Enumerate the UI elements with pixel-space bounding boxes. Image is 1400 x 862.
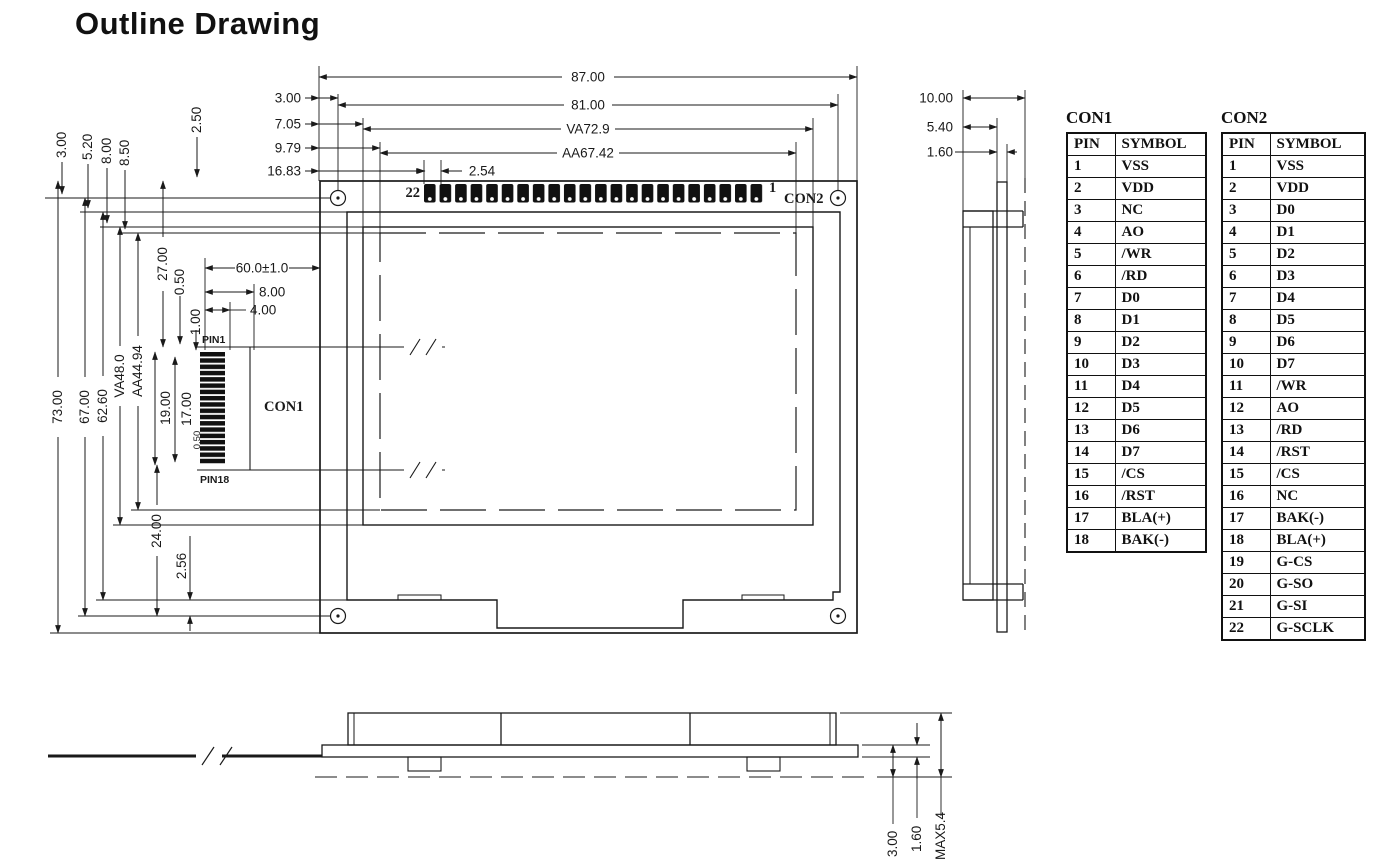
side-pcb <box>997 182 1007 632</box>
pin1-label: 1 <box>769 180 777 196</box>
dim-con1-pin-span: 17.00 <box>179 392 194 426</box>
table-row <box>1222 508 1365 530</box>
module-outline <box>347 212 840 628</box>
table-row <box>1222 398 1365 420</box>
dim-pad-height: 2.50 <box>189 106 204 133</box>
top-connector-pads <box>424 184 766 205</box>
pin-cell: 22 <box>1222 618 1270 641</box>
con2-table-title: CON2 <box>1221 108 1268 127</box>
pin-cell: 14 <box>1222 442 1270 464</box>
symbol-cell: D1 <box>1270 222 1365 244</box>
table-row <box>1067 244 1206 266</box>
pin-cell: 13 <box>1222 420 1270 442</box>
symbol-cell: D7 <box>1270 354 1365 376</box>
table-row <box>1222 420 1365 442</box>
dim-module-thickness: 5.40 <box>926 119 953 135</box>
pin-cell: 20 <box>1222 574 1270 596</box>
pin-cell: 17 <box>1067 508 1115 530</box>
symbol-cell: D6 <box>1270 332 1365 354</box>
dim-hole-spacing-h: 81.00 <box>571 97 605 113</box>
pin-cell: 11 <box>1222 376 1270 398</box>
front-extension-lines <box>45 66 857 633</box>
symbol-cell: D5 <box>1270 310 1365 332</box>
front-dimension-labels <box>50 70 823 580</box>
pin-cell: 12 <box>1222 398 1270 420</box>
pin-cell: 15 <box>1222 464 1270 486</box>
dim-bottom-pcb-thickness: 1.60 <box>909 825 924 852</box>
pin-cell: 17 <box>1222 508 1270 530</box>
table-row <box>1222 486 1365 508</box>
con1-label: CON1 <box>264 399 304 415</box>
bottom-foot-right <box>747 757 780 771</box>
bottom-tab-left <box>398 595 441 600</box>
symbol-cell: D6 <box>1115 420 1206 442</box>
bottom-module <box>348 713 836 745</box>
table-row <box>1222 530 1365 552</box>
con1-pin-table <box>1066 108 1207 553</box>
dim-con1-offset: 1.00 <box>188 308 203 336</box>
symbol-cell: D2 <box>1115 332 1206 354</box>
pin-cell: 6 <box>1067 266 1115 288</box>
con1-detail <box>197 339 445 478</box>
pcb-outline <box>320 181 857 633</box>
dim-aa-width: AA67.42 <box>562 145 614 161</box>
symbol-cell: /RD <box>1115 266 1206 288</box>
symbol-cell: VDD <box>1115 178 1206 200</box>
pin-cell: 4 <box>1222 222 1270 244</box>
dim-va-height: VA48.0 <box>112 354 127 398</box>
bottom-view <box>48 713 952 860</box>
dim-hole-spacing-v: 67.00 <box>77 390 92 424</box>
table-row <box>1067 310 1206 332</box>
dim-fpc-length: 60.0±1.0 <box>235 260 289 276</box>
dim-va-width: VA72.9 <box>566 121 610 137</box>
table-row <box>1067 442 1206 464</box>
pin-cell: 14 <box>1067 442 1115 464</box>
dim-top-offset-module: 5.20 <box>80 133 95 160</box>
table-header-row <box>1067 133 1206 156</box>
table-row <box>1067 156 1206 178</box>
symbol-cell: D3 <box>1115 354 1206 376</box>
table-row <box>1222 596 1365 618</box>
symbol-cell: /CS <box>1270 464 1365 486</box>
pin-cell: 1 <box>1222 156 1270 178</box>
symbol-cell: D2 <box>1270 244 1365 266</box>
dim-top-offset-va: 8.00 <box>99 137 114 164</box>
symbol-cell: /CS <box>1115 464 1206 486</box>
table-row <box>1222 244 1365 266</box>
table-row <box>1067 200 1206 222</box>
table-row <box>1222 310 1365 332</box>
pin-cell: 9 <box>1067 332 1115 354</box>
dim-module-height: 62.60 <box>95 389 110 423</box>
symbol-cell: VDD <box>1270 178 1365 200</box>
dim-con1-length: 19.00 <box>158 391 173 425</box>
dim-edge-to-va: 7.05 <box>274 116 301 132</box>
pin-cell: 11 <box>1067 376 1115 398</box>
table-row <box>1222 266 1365 288</box>
dim-pad-pitch: 2.54 <box>468 163 496 179</box>
pin-cell: 19 <box>1222 552 1270 574</box>
symbol-cell: AO <box>1115 222 1206 244</box>
table-row <box>1222 464 1365 486</box>
symbol-cell: /WR <box>1270 376 1365 398</box>
con1-table-title: CON1 <box>1066 108 1113 127</box>
dim-standoff: 3.00 <box>885 830 900 857</box>
pin-cell: 4 <box>1067 222 1115 244</box>
pin-cell: 8 <box>1067 310 1115 332</box>
mounting-holes <box>331 191 846 624</box>
pin22-label: 22 <box>405 185 420 201</box>
pin-cell: 3 <box>1222 200 1270 222</box>
pin-cell: 1 <box>1067 156 1115 178</box>
con2-label: CON2 <box>784 191 824 207</box>
symbol-cell: D0 <box>1115 288 1206 310</box>
dim-total-thickness: 10.00 <box>919 90 953 106</box>
con1-pin1-label: PIN1 <box>202 334 226 346</box>
table-row <box>1222 376 1365 398</box>
table-row <box>1067 464 1206 486</box>
symbol-cell: D1 <box>1115 310 1206 332</box>
table-row <box>1067 486 1206 508</box>
dim-pcb-thickness: 1.60 <box>926 144 953 160</box>
symbol-cell: D7 <box>1115 442 1206 464</box>
symbol-cell: BLA(+) <box>1270 530 1365 552</box>
pin-cell: 18 <box>1222 530 1270 552</box>
table-row <box>1222 288 1365 310</box>
table-row <box>1067 398 1206 420</box>
table-row <box>1222 552 1365 574</box>
table-row <box>1067 332 1206 354</box>
pin-cell: 7 <box>1067 288 1115 310</box>
bezel-outline <box>363 227 813 525</box>
symbol-cell: G-SO <box>1270 574 1365 596</box>
pin-cell: 10 <box>1067 354 1115 376</box>
side-view <box>919 90 1025 636</box>
symbol-cell: D4 <box>1115 376 1206 398</box>
table-row <box>1067 266 1206 288</box>
front-dimensions <box>58 77 857 633</box>
table-row <box>1067 420 1206 442</box>
dim-con1-to-bottom: 24.00 <box>149 514 164 548</box>
symbol-cell: SYMBOL <box>1270 133 1365 156</box>
table-row <box>1067 530 1206 553</box>
symbol-cell: G-CS <box>1270 552 1365 574</box>
table-row <box>1222 354 1365 376</box>
page-title: Outline Drawing <box>75 6 321 41</box>
pin-cell: PIN <box>1222 133 1270 156</box>
pin-cell: 9 <box>1222 332 1270 354</box>
table-row <box>1067 354 1206 376</box>
table-row <box>1222 222 1365 244</box>
pin-cell: 2 <box>1067 178 1115 200</box>
dim-aa-height: AA44.94 <box>130 345 145 397</box>
con2-pin-table <box>1221 108 1366 641</box>
pin-cell: 6 <box>1222 266 1270 288</box>
symbol-cell: VSS <box>1270 156 1365 178</box>
table-row <box>1222 178 1365 200</box>
dim-edge-to-hole: 3.00 <box>274 90 301 106</box>
dim-bottom-offset: 2.56 <box>174 552 189 580</box>
symbol-cell: /RST <box>1270 442 1365 464</box>
pin-cell: 8 <box>1222 310 1270 332</box>
symbol-cell: AO <box>1270 398 1365 420</box>
symbol-cell: NC <box>1115 200 1206 222</box>
bottom-pcb <box>322 745 858 757</box>
symbol-cell: D3 <box>1270 266 1365 288</box>
table-row <box>1222 156 1365 178</box>
pin-cell: 2 <box>1222 178 1270 200</box>
table-row <box>1222 574 1365 596</box>
side-module <box>963 211 993 600</box>
symbol-cell: G-SI <box>1270 596 1365 618</box>
pin-table <box>1066 132 1207 553</box>
pin-cell: 18 <box>1067 530 1115 553</box>
symbol-cell: BLA(+) <box>1115 508 1206 530</box>
dim-edge-to-aa: 9.79 <box>274 140 301 156</box>
symbol-cell: /RD <box>1270 420 1365 442</box>
pin-cell: 7 <box>1222 288 1270 310</box>
dim-con1-pin-pitch: 0.50 <box>192 430 203 450</box>
symbol-cell: VSS <box>1115 156 1206 178</box>
pin-cell: 5 <box>1067 244 1115 266</box>
pin-cell: 10 <box>1222 354 1270 376</box>
symbol-cell: D0 <box>1270 200 1365 222</box>
pin-cell: 13 <box>1067 420 1115 442</box>
dim-top-offset-aa: 8.50 <box>117 139 132 166</box>
pin-cell: 3 <box>1067 200 1115 222</box>
symbol-cell: NC <box>1270 486 1365 508</box>
dim-top-to-con1: 27.00 <box>155 247 170 281</box>
active-area-outline <box>380 233 796 510</box>
symbol-cell: BAK(-) <box>1270 508 1365 530</box>
symbol-cell: /RST <box>1115 486 1206 508</box>
table-row <box>1222 200 1365 222</box>
symbol-cell: BAK(-) <box>1115 530 1206 553</box>
dim-fpc-offset-b: 4.00 <box>250 302 277 318</box>
dim-max-height: MAX5.4 <box>933 811 948 860</box>
pin-table <box>1221 132 1366 641</box>
pin-cell: 12 <box>1067 398 1115 420</box>
table-row <box>1067 222 1206 244</box>
symbol-cell: /WR <box>1115 244 1206 266</box>
bottom-foot-left <box>408 757 441 771</box>
dim-edge-to-pads: 16.83 <box>267 163 301 179</box>
symbol-cell: SYMBOL <box>1115 133 1206 156</box>
dim-fpc-offset-a: 8.00 <box>259 284 286 300</box>
table-row <box>1067 508 1206 530</box>
pin-cell: 16 <box>1067 486 1115 508</box>
con1-pin18-label: PIN18 <box>200 474 230 486</box>
table-row <box>1222 332 1365 354</box>
table-row <box>1222 618 1365 641</box>
table-row <box>1222 442 1365 464</box>
dim-top-offset-hole: 3.00 <box>54 131 69 158</box>
dim-con1-gap: 0.50 <box>172 268 187 296</box>
pin-cell: 15 <box>1067 464 1115 486</box>
pin-cell: 21 <box>1222 596 1270 618</box>
symbol-cell: D4 <box>1270 288 1365 310</box>
table-row <box>1067 376 1206 398</box>
dim-overall-height: 73.00 <box>50 390 65 424</box>
pin-cell: 5 <box>1222 244 1270 266</box>
table-row <box>1067 178 1206 200</box>
pin-cell: PIN <box>1067 133 1115 156</box>
pin-cell: 16 <box>1222 486 1270 508</box>
table-row <box>1067 288 1206 310</box>
symbol-cell: G-SCLK <box>1270 618 1365 641</box>
table-header-row <box>1222 133 1365 156</box>
symbol-cell: D5 <box>1115 398 1206 420</box>
dim-overall-width: 87.00 <box>571 69 605 85</box>
bottom-tab-right <box>742 595 784 600</box>
